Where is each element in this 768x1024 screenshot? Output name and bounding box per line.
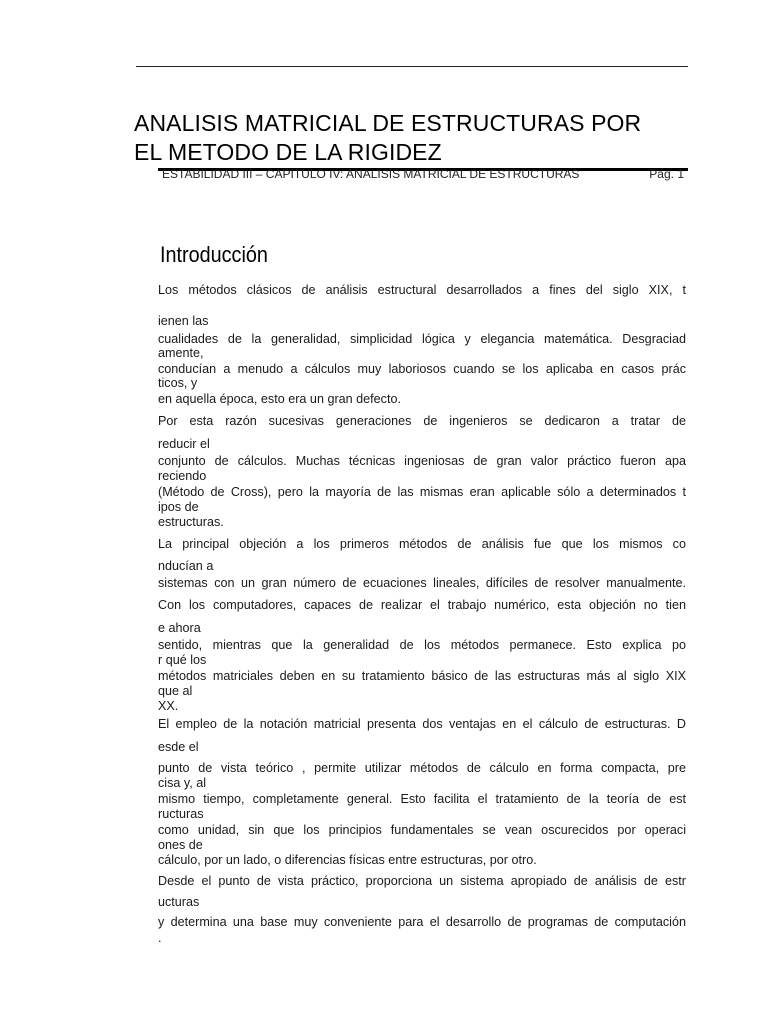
text-line: esde el bbox=[158, 740, 199, 754]
text-line: métodos matriciales deben en su tratamiento básico de las estructuras más al siglo XIX bbox=[158, 669, 686, 683]
text-line: ienen las bbox=[158, 314, 209, 328]
text-line: cualidades de la generalidad, simplicidad lógica y elegancia matemática. Desgraciad bbox=[158, 332, 686, 346]
text-line: nducían a bbox=[158, 559, 214, 573]
text-line: como unidad, sin que los principios fundamentales se vean oscurecidos por operaci bbox=[158, 823, 686, 837]
text-line: XX. bbox=[158, 699, 179, 713]
page-number: Pág. 1 bbox=[649, 167, 684, 181]
text-line: sentido, mientras que la generalidad de los métodos permanece. Esto explica po bbox=[158, 638, 686, 652]
text-line: Los métodos clásicos de análisis estructural desarrollados a fines del siglo XIX, t bbox=[158, 283, 686, 297]
title-line-1: ANALISIS MATRICIAL DE ESTRUCTURAS POR bbox=[134, 110, 642, 136]
text-line: conjunto de cálculos. Muchas técnicas ingeniosas de gran valor práctico fueron apa bbox=[158, 454, 686, 468]
text-line: cisa y, al bbox=[158, 776, 207, 790]
text-line: conducían a menudo a cálculos muy laboriosos cuando se los aplicaba en casos prác bbox=[158, 362, 686, 376]
running-header-chapter: ESTABILIDAD III – CAPITULO IV: ANALISIS MATRICIAL DE ESTRUCTURAS bbox=[162, 167, 580, 181]
text-line: ticos, y bbox=[158, 376, 198, 390]
text-line: punto de vista teórico , permite utilizar métodos de cálculo en forma compacta, pre bbox=[158, 761, 686, 775]
text-line: Con los computadores, capaces de realizar el trabajo numérico, esta objeción no tien bbox=[158, 598, 686, 612]
text-line: El empleo de la notación matricial presenta dos ventajas en el cálculo de estructuras. D bbox=[158, 717, 686, 731]
text-line: . bbox=[158, 931, 162, 945]
text-line: e ahora bbox=[158, 621, 201, 635]
text-line: cálculo, por un lado, o diferencias físicas entre estructuras, por otro. bbox=[158, 853, 537, 867]
text-line: que al bbox=[158, 684, 193, 698]
text-line: mismo tiempo, completamente general. Esto facilita el tratamiento de la teoría de est bbox=[158, 792, 686, 806]
document-title bbox=[134, 109, 694, 167]
text-line: sistemas con un gran número de ecuaciones lineales, difíciles de resolver manualmente. bbox=[158, 576, 686, 590]
text-line: ructuras bbox=[158, 807, 204, 821]
title-line-2: EL METODO DE LA RIGIDEZ bbox=[134, 139, 442, 165]
text-line: en aquella época, esto era un gran defecto. bbox=[158, 392, 401, 406]
section-title: Introducción bbox=[160, 242, 268, 267]
text-line: r qué los bbox=[158, 653, 207, 667]
text-line: (Método de Cross), pero la mayoría de las mismas eran aplicable sólo a determinados t bbox=[158, 485, 686, 499]
running-header bbox=[162, 166, 684, 182]
text-line: estructuras. bbox=[158, 515, 224, 529]
top-rule bbox=[136, 66, 688, 67]
text-line: ucturas bbox=[158, 895, 200, 909]
text-line: reciendo bbox=[158, 469, 207, 483]
text-line: ipos de bbox=[158, 500, 199, 514]
text-line: Por esta razón sucesivas generaciones de ingenieros se dedicaron a tratar de bbox=[158, 414, 686, 428]
text-line: ones de bbox=[158, 838, 203, 852]
text-line: La principal objeción a los primeros métodos de análisis fue que los mismos co bbox=[158, 537, 686, 551]
text-line: y determina una base muy conveniente para el desarrollo de programas de computación bbox=[158, 915, 686, 929]
text-line: reducir el bbox=[158, 437, 210, 451]
text-line: Desde el punto de vista práctico, proporciona un sistema apropiado de análisis de estr bbox=[158, 874, 686, 888]
text-line: amente, bbox=[158, 346, 204, 360]
